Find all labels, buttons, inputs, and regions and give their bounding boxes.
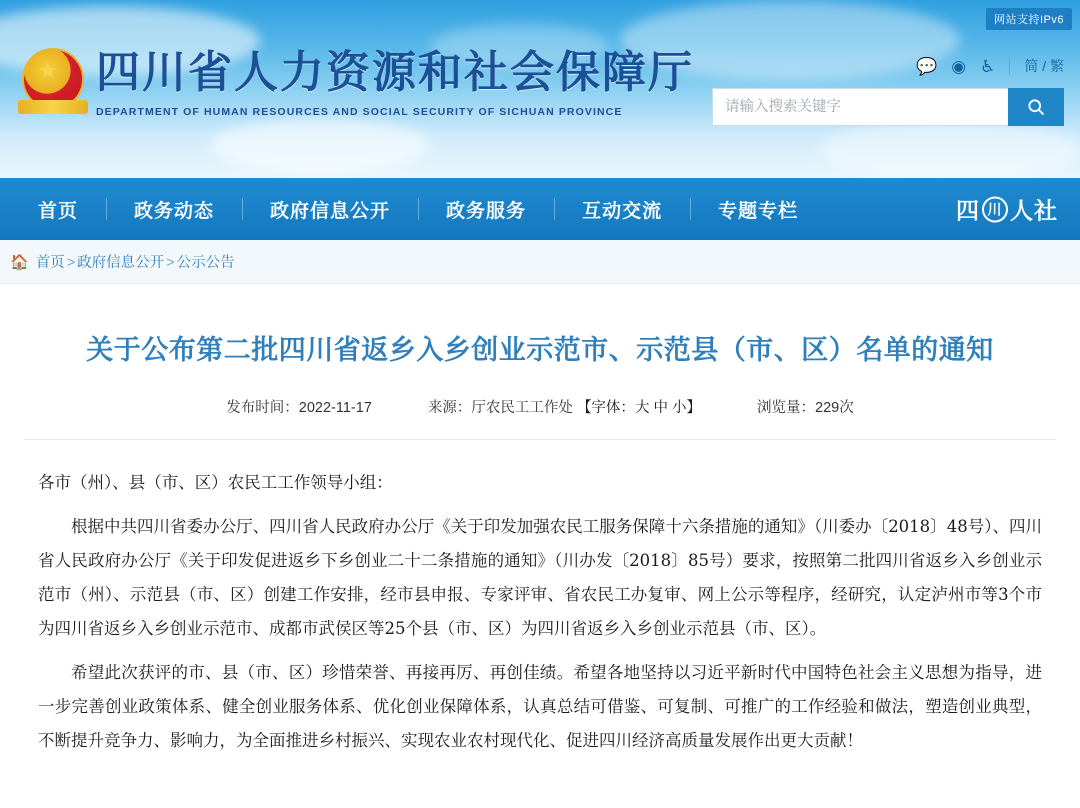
source-label: 来源： bbox=[427, 400, 472, 416]
national-emblem-icon: ★ bbox=[16, 42, 90, 116]
source-value: 厅农民工工作处 bbox=[471, 400, 573, 416]
page-title: 关于公布第二批四川省返乡入乡创业示范市、示范县（市、区）名单的通知 bbox=[86, 335, 994, 365]
article-paragraph-salutation: 各市（州）、县（市、区）农民工工作领导小组： bbox=[38, 473, 393, 492]
breadcrumb-separator: > bbox=[166, 255, 175, 271]
tool-divider bbox=[1009, 58, 1010, 74]
site-subtitle: DEPARTMENT OF HUMAN RESOURCES AND SOCIAL SECURITY OF SICHUAN PROVINCE bbox=[96, 106, 623, 118]
site-title: 四川省人力资源和社会保障厅 bbox=[96, 47, 694, 98]
font-size-large[interactable]: 大 bbox=[634, 400, 650, 416]
font-size-close: 】 bbox=[686, 400, 701, 416]
wechat-icon[interactable]: 💬 bbox=[916, 56, 938, 76]
search-icon bbox=[1026, 97, 1046, 117]
article-paragraph-1: 根据中共四川省委办公厅、四川省人民政府办公厅《关于印发加强农民工服务保障十六条措施的通知》（川委办〔2018〕48号）、四川省人民政府办公厅《关于印发促进返乡下乡创业二十二条措施的通知》（川办发〔2018〕85号）要求，按照第二批四川省返乡入乡创业示范市（州）、示范县（市、区）创建工作安排，经市县申报、专家评审、省农民工办复审、网上公示等程序，经研究，认定泸州市等3个市为四川省返乡入乡创业示范市、成都市武侯区等25个县（市、区）为四川省返乡入乡创业示范县（市、区）。 bbox=[38, 517, 1042, 638]
accessibility-icon[interactable]: ♿ bbox=[980, 56, 996, 76]
font-size-label: 【字体： bbox=[576, 400, 635, 416]
site-header bbox=[0, 0, 1080, 178]
cloud-decoration bbox=[210, 118, 430, 174]
article-meta bbox=[24, 396, 1056, 440]
search-input[interactable] bbox=[712, 88, 1008, 126]
header-tools bbox=[916, 56, 1064, 76]
nav-logo-right: 人社 bbox=[1010, 197, 1058, 224]
home-icon: 🏠 bbox=[10, 253, 29, 271]
breadcrumb-trail bbox=[36, 251, 235, 272]
font-size-small[interactable]: 小 bbox=[672, 400, 687, 416]
nav-item-home[interactable]: 首页 bbox=[38, 200, 79, 222]
breadcrumb-separator: > bbox=[66, 255, 76, 271]
font-size-medium[interactable]: 中 bbox=[653, 400, 668, 416]
cloud-decoration bbox=[820, 120, 1080, 178]
ipv6-badge: 网站支持IPv6 bbox=[986, 8, 1072, 30]
language-switch[interactable]: 简 / 繁 bbox=[1024, 58, 1064, 74]
main-nav bbox=[0, 178, 1080, 240]
nav-item-special-topics[interactable]: 专题专栏 bbox=[690, 196, 826, 223]
view-count-value: 229次 bbox=[815, 400, 854, 416]
site-title-block bbox=[96, 46, 694, 118]
nav-logo-left: 四 bbox=[956, 197, 980, 224]
breadcrumb-item-announcements[interactable]: 公示公告 bbox=[176, 255, 235, 271]
publish-time bbox=[226, 396, 372, 417]
nav-brand-logo[interactable] bbox=[956, 193, 1058, 226]
breadcrumb-item-home[interactable]: 首页 bbox=[35, 255, 65, 271]
nav-item-interaction[interactable]: 互动交流 bbox=[554, 196, 690, 223]
font-size-control bbox=[577, 400, 701, 416]
nav-logo-ring: 川 bbox=[982, 196, 1008, 222]
nav-item-government-services[interactable]: 政务服务 bbox=[418, 196, 554, 223]
search-button[interactable] bbox=[1008, 88, 1064, 126]
article-paragraph-2: 希望此次获评的市、县（市、区）珍惜荣誉、再接再厉、再创佳绩。希望各地坚持以习近平新时代中国特色社会主义思想为指导，进一步完善创业政策体系、健全创业服务体系、优化创业保障体系，认真总结可借鉴、可复制、可推广的工作经验和做法，塑造创业典型，不断提升竞争力、影响力，为全面推进乡村振兴、实现农业农村现代化、促进四川经济高质量发展作出更大贡献！ bbox=[38, 663, 1042, 750]
source-and-font bbox=[428, 396, 701, 417]
search-box bbox=[712, 88, 1064, 126]
breadcrumb-item-disclosure[interactable]: 政府信息公开 bbox=[77, 255, 165, 271]
nav-item-government-news[interactable]: 政务动态 bbox=[106, 196, 242, 223]
breadcrumb bbox=[0, 240, 1080, 284]
nav-item-information-disclosure[interactable]: 政府信息公开 bbox=[242, 196, 418, 223]
article-body bbox=[24, 440, 1056, 758]
article-container bbox=[0, 284, 1080, 758]
view-count-label: 浏览量： bbox=[757, 400, 815, 416]
weibo-icon[interactable]: ◉ bbox=[951, 56, 967, 76]
publish-time-value: 2022-11-17 bbox=[298, 400, 372, 416]
view-count bbox=[757, 396, 854, 417]
publish-time-label: 发布时间： bbox=[226, 400, 299, 416]
